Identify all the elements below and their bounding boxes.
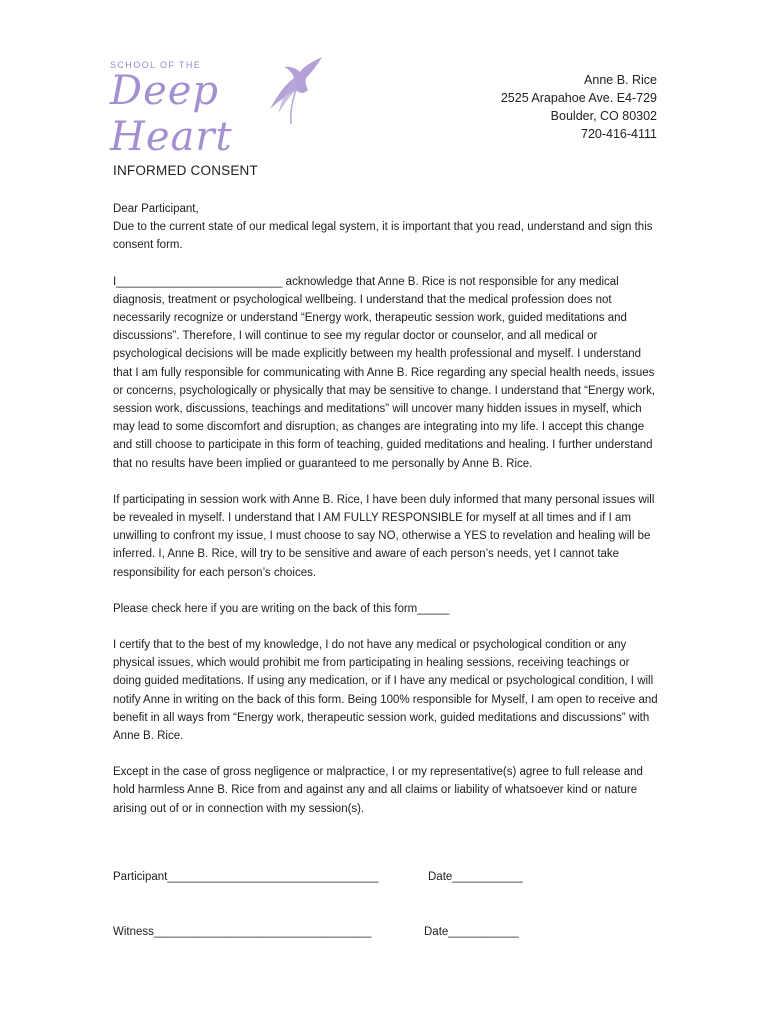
witness-date-field[interactable]: Date___________ bbox=[424, 926, 519, 938]
sender-street: 2525 Arapahoe Ave. E4-729 bbox=[500, 91, 657, 105]
logo-script-text: Deep Heart bbox=[110, 68, 233, 160]
sender-address bbox=[501, 71, 657, 143]
witness-signature-line bbox=[113, 926, 519, 938]
participant-signature-field[interactable]: Participant_________________________________ bbox=[113, 871, 379, 883]
document-title: INFORMED CONSENT bbox=[113, 163, 258, 178]
document-body bbox=[113, 200, 658, 836]
sender-phone: 720-416-4111 bbox=[581, 127, 657, 141]
sender-city: Boulder, CO 80302 bbox=[550, 109, 657, 123]
participant-signature-line bbox=[113, 871, 523, 883]
participant-date-field[interactable]: Date___________ bbox=[428, 871, 523, 883]
certification-paragraph: I certify that to the best of my knowledge, I do not have any medical or psychological condition or any physical issues, which would prohibit me from participating in healing sessions, receiving teachings or doing guided meditations. If using any medication, or if I have any medical or psychological condition, I will notify Anne in writing on the back of this form. Being 100% responsible for Myself, I am open to receive and benefit in all ways from “Energy work, therapeutic session work, guided meditations and discussions” with Anne B. Rice. bbox=[113, 639, 658, 743]
intro-paragraph bbox=[113, 200, 658, 255]
back-of-form-check: Please check here if you are writing on the back of this form_____ bbox=[113, 602, 450, 615]
school-logo bbox=[110, 54, 325, 160]
greeting: Dear Participant, bbox=[113, 203, 199, 215]
hummingbird-icon bbox=[260, 54, 325, 129]
session-work-paragraph: If participating in session work with Anne B. Rice, I have been duly informed that many personal issues will be revealed in myself. I understand that I AM FULLY RESPONSIBLE for myself at all times and if I am unwilling to confront my issue, I must choose to say NO, otherwise a YES to revelation and healing will be inferred. I, Anne B. Rice, will try to be sensitive and aware of each person’s needs, yet I cannot take responsibility for each person’s choices. bbox=[113, 493, 655, 579]
acknowledgement-paragraph: I__________________________ acknowledge that Anne B. Rice is not responsible for any medical diagnosis, treatment or psychological wellbeing. I understand that the medical profession does not necessarily recognize or understand “Energy work, therapeutic session work, guided meditations and discussions”. Therefore, I will continue to see my regular doctor or counselor, and all medical or psychological decisions will be made explicitly between my health professional and myself. I understand that I am fully responsible for communicating with Anne B. Rice regarding any special health needs, issues or concerns, psychologically or physically that may be sensitive to change. I understand that “Energy work, session work, discussions, teachings and meditations” will uncover many hidden issues in myself, which may lead to some discomfort and disruption, as changes are integrating into my life. I accept this change and still choose to participate in this form of teaching, guided meditations and healing. I further understand that no results have been implied or guaranteed to me personally by Anne B. Rice. bbox=[113, 275, 656, 470]
release-paragraph: Except in the case of gross negligence or malpractice, I or my representative(s) agree to full release and hold harmless Anne B. Rice from and against any and all claims or liability of whatsoever kind or nature arising out of or in connection with my session(s). bbox=[113, 766, 643, 815]
intro-text: Due to the current state of our medical legal system, it is important that you read, understand and sign this consent form. bbox=[113, 221, 653, 252]
witness-signature-field[interactable]: Witness__________________________________ bbox=[113, 926, 372, 938]
sender-name: Anne B. Rice bbox=[584, 73, 657, 87]
logo-top-text: SCHOOL OF THE bbox=[110, 60, 202, 70]
